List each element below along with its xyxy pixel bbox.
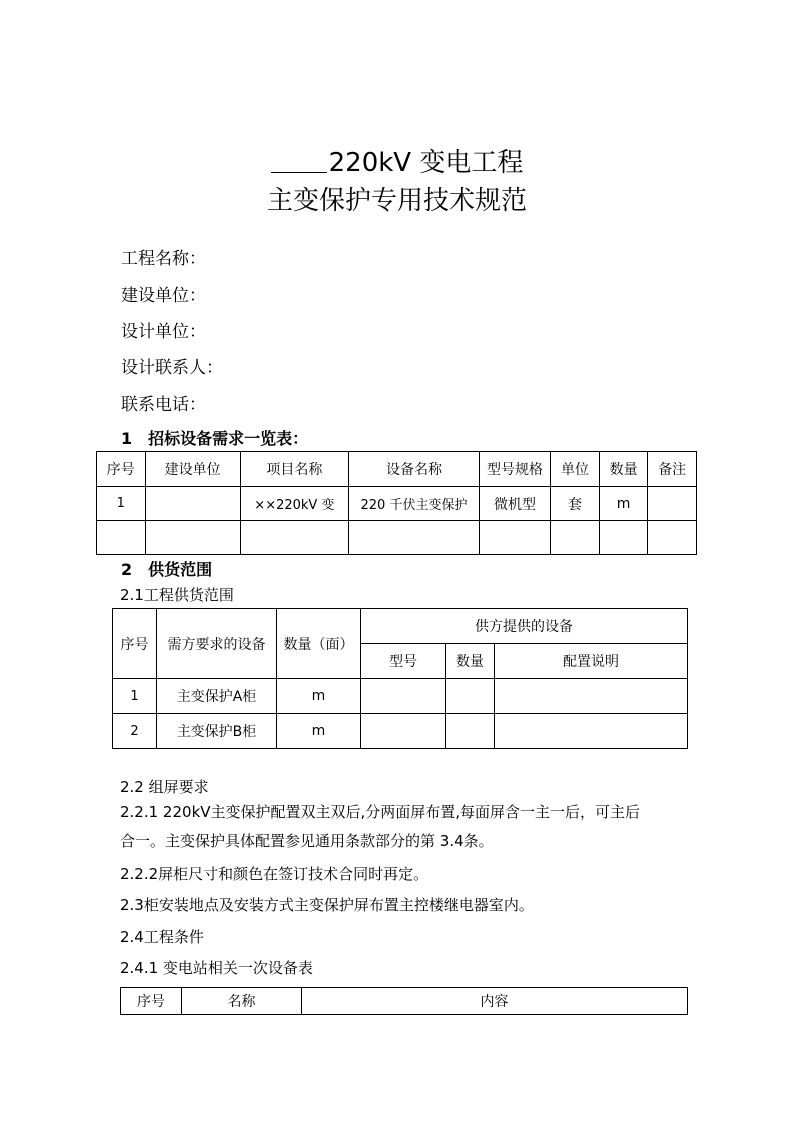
th-model: 型号规格 [479, 452, 550, 487]
paragraph-2-3: 2.3柜安装地点及安装方式主变保护屏布置主控楼继电器室内。 [120, 896, 534, 914]
title-blank-underline [271, 146, 327, 173]
cell-unit [551, 521, 600, 555]
subsection-2-4: 2.4工程条件 [120, 928, 204, 946]
th-unit: 单位 [551, 452, 600, 487]
field-owner: 建设单位： [121, 286, 206, 306]
cell-config [495, 679, 688, 714]
table-header-row [97, 452, 697, 487]
section2-heading: 2 供货范围 [121, 560, 213, 579]
cell-model [361, 714, 446, 749]
cell-model: 微机型 [479, 487, 550, 521]
th-supplier-qty: 数量 [446, 644, 495, 679]
cell-supplier-qty [446, 679, 495, 714]
cell-no: 1 [97, 487, 146, 521]
subsection-2-1: 2.1工程供货范围 [120, 586, 234, 604]
field-design-unit: 设计单位： [121, 322, 206, 342]
th-no: 序号 [97, 452, 146, 487]
cell-qty: m [599, 487, 648, 521]
supply-scope-table [112, 608, 688, 749]
th-model: 型号 [361, 644, 446, 679]
cell-remark [648, 521, 697, 555]
th-config-desc: 配置说明 [495, 644, 688, 679]
th-device: 设备名称 [349, 452, 480, 487]
th-project: 项目名称 [240, 452, 348, 487]
field-project-name: 工程名称： [121, 249, 206, 269]
cell-qty [599, 521, 648, 555]
cell-model [479, 521, 550, 555]
paragraph-2-2-1-line2: 合一。主变保护具体配置参见通用条款部分的第 3.4条。 [120, 832, 494, 850]
cell-device: 主变保护B柜 [157, 714, 277, 749]
cell-model [361, 679, 446, 714]
paragraph-2-2-2: 2.2.2屏柜尺寸和颜色在签订技术合同时再定。 [120, 865, 429, 883]
table-header-row [113, 609, 688, 644]
cell-supplier-qty [446, 714, 495, 749]
th-no: 序号 [113, 609, 157, 679]
cell-owner [145, 521, 240, 555]
cell-device: 主变保护A柜 [157, 679, 277, 714]
doc-title-line1 [0, 142, 794, 179]
cell-project [240, 521, 348, 555]
th-name: 名称 [182, 988, 302, 1015]
cell-config [495, 714, 688, 749]
table-row [97, 521, 697, 555]
table-row [113, 679, 688, 714]
field-design-contact: 设计联系人： [121, 358, 223, 378]
cell-qty: m [277, 679, 361, 714]
th-owner: 建设单位 [145, 452, 240, 487]
subsection-2-2: 2.2 组屏要求 [120, 778, 209, 796]
th-quantity-panels: 数量（面） [277, 609, 361, 679]
th-no: 序号 [121, 988, 182, 1015]
cell-remark [648, 487, 697, 521]
subsection-2-4-1: 2.4.1 变电站相关一次设备表 [120, 959, 313, 977]
cell-device: 220 千伏主变保护 [349, 487, 480, 521]
title-line1-text: 220kV 变电工程 [328, 148, 524, 178]
th-qty: 数量 [599, 452, 648, 487]
table-row [97, 487, 697, 521]
field-phone: 联系电话： [121, 395, 206, 415]
doc-title-line2: 主变保护专用技术规范 [266, 186, 527, 216]
cell-owner [145, 487, 240, 521]
cell-no [97, 521, 146, 555]
equipment-demand-table [96, 451, 697, 555]
cell-qty: m [277, 714, 361, 749]
cell-project: ××220kV 变 [240, 487, 348, 521]
th-supplier-devices: 供方提供的设备 [361, 609, 688, 644]
table-header-row [121, 988, 688, 1015]
table-row [113, 714, 688, 749]
cell-no: 1 [113, 679, 157, 714]
cell-unit: 套 [551, 487, 600, 521]
th-content: 内容 [302, 988, 688, 1015]
section1-heading: 1 招标设备需求一览表： [121, 429, 309, 448]
cell-device [349, 521, 480, 555]
cell-no: 2 [113, 714, 157, 749]
th-required-device: 需方要求的设备 [157, 609, 277, 679]
primary-equipment-table [120, 987, 688, 1015]
paragraph-2-2-1-line1: 2.2.1 220kV主变保护配置双主双后,分两面屏布置,每面屏含一主一后，可主后 [120, 803, 641, 821]
th-remark: 备注 [648, 452, 697, 487]
